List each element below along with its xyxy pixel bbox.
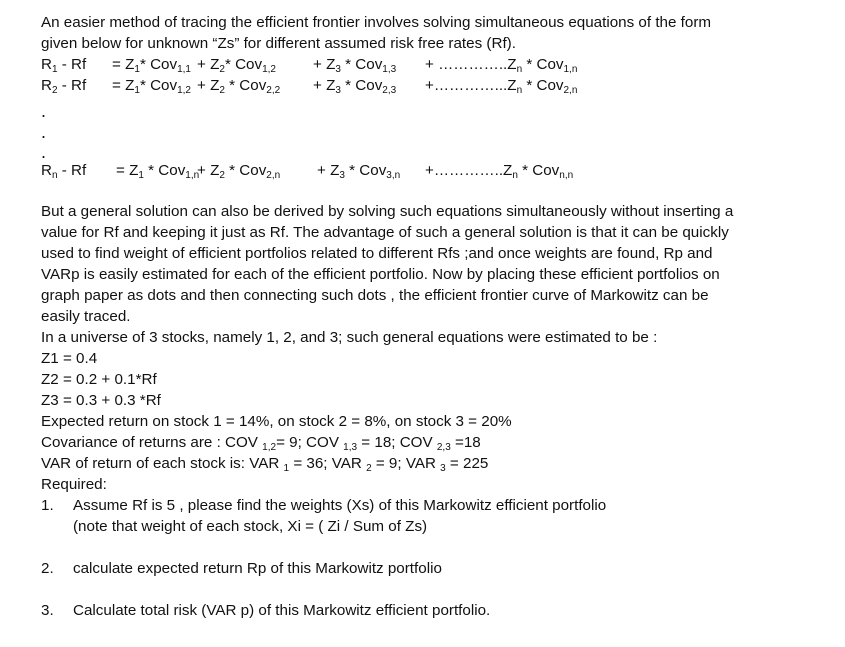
intro-line-1: An easier method of tracing the efficient frontier involves solving simultaneous equations of the form	[41, 14, 712, 31]
variance-line: VAR of return of each stock is: VAR $_1$ = 36; VAR $_2$ = 9; VAR $_3$ = 225	[41, 455, 489, 474]
expected-return-line: Expected return on stock 1 = 14%, on stock 2 = 8%, on stock 3 = 20%	[41, 413, 512, 430]
z1-equation: Z1 = 0.4	[41, 350, 98, 367]
paragraph-line-3: used to find weight of efficient portfolios related to different Rfs ;and once weights are found, Rp and	[41, 245, 713, 262]
question-2-number: 2.	[41, 560, 54, 577]
universe-line: In a universe of 3 stocks, namely 1, 2, and 3; such general equations were estimated to be :	[41, 329, 658, 346]
ellipsis-dot-2: .	[41, 122, 47, 142]
ellipsis-dot-1: .	[41, 101, 47, 121]
general-solution-paragraph	[41, 201, 781, 495]
paragraph-line-5: graph paper as dots and then connecting such dots , the efficient frontier curve of Markowitz can be	[41, 287, 709, 304]
z2-equation: Z2 = 0.2 + 0.1*Rf	[41, 371, 157, 388]
paragraph-line-4: VARp is easily estimated for each of the efficient portfolio. Now by placing these efficient portfolios on	[41, 266, 720, 283]
covariance-line: Covariance of returns are : COV $_{1,2}$= 9; COV $_{1,3}$ = 18; COV $_{2,3}$ =18	[41, 434, 481, 453]
question-1-note-text: (note that weight of each stock, Xi = ( Zi / Sum of Zs)	[73, 518, 428, 535]
intro-line-2: given below for unknown “Zs” for different assumed risk free rates (Rf).	[41, 35, 516, 52]
question-2-text: calculate expected return Rp of this Markowitz portfolio	[73, 560, 442, 577]
paragraph-line-2: value for Rf and keeping it just as Rf. The advantage of such a general solution is that it can be quickly	[41, 224, 729, 241]
question-1-number: 1.	[41, 497, 54, 514]
document-page: An easier method of tracing the efficient frontier involves solving simultaneous equations of the form given below for unknown “Zs” for different assumed risk free rates (Rf). $R_1$ - Rf = $Z_1*$ Cov$_{1,1}$ + $Z_2*$ Cov$_{1,2}$ + $Z_3 * Cov_{1,3}$ + $\dots\dots\dots\dots..Z_n * Cov_{1,n}$ $R_2$ - Rf = $Z_1*$ Cov$_{1,2}$ + $Z_2 * Cov_{2,2}$ + $Z_3 * Cov_{2,3}$ $+\dots\dots\dots\dots...Z_n * Cov_{2,n}$ . . . $R_n$ - Rf = $Z_1 * Cov_{1,n}$ + $Z_2 * Cov_{2,n}$ + $Z_3 * Cov_{3,n}$ $+\dots\dots\dots\dots..Z_n * Cov_{n,n}$ But a general solution can also be derived by solving such equations simultaneously without inserting a value for Rf and keeping it just as Rf. The advantage of such a general solution is that it can be quickly used to find weight of efficient portfolios related to different Rfs ;and once weights are found, Rp and VARp is easily estimated for each of the efficient portfolio. Now by placing these efficient portfolios on graph paper as dots and then connecting such dots , the efficient frontier curve of Markowitz can be easily traced. In a universe of 3 stocks, namely 1, 2, and 3; such general equations were estimated to be : Z1 = 0.4 Z2 = 0.2 + 0.1*Rf Z3 = 0.3 + 0.3 *Rf Expected return on stock 1 = 14%, on stock 2 = 8%, on stock 3 = 20% Covariance of returns are : COV $_{1,2}$= 9; COV $_{1,3}$ = 18; COV $_{2,3}$ =18 VAR of return of each stock is: VAR $_1$ = 36; VAR $_2$ = 9; VAR $_3$ = 225 Required: 1. Assume Rf is 5 , please find the weights (Xs) of this Markowitz efficient portfolio (note that weight of each stock, Xi = ( Zi / Sum of Zs) 2. calculate expected return Rp of this Markowitz portfolio 3. Calculate total risk (VAR p) of this Markowitz efficient portfolio.	[0, 0, 845, 647]
question-3-text: Calculate total risk (VAR p) of this Markowitz efficient portfolio.	[73, 602, 491, 619]
question-3-number: 3.	[41, 602, 54, 619]
ellipsis-dot-3: .	[41, 142, 47, 162]
paragraph-line-1: But a general solution can also be derived by solving such equations simultaneously without inserting a	[41, 203, 734, 220]
required-label: Required:	[41, 476, 107, 493]
intro-text	[41, 12, 781, 54]
z3-equation: Z3 = 0.3 + 0.3 *Rf	[41, 392, 161, 409]
question-1-text: Assume Rf is 5 , please find the weights (Xs) of this Markowitz efficient portfolio	[73, 497, 607, 514]
paragraph-line-6: easily traced.	[41, 308, 131, 325]
